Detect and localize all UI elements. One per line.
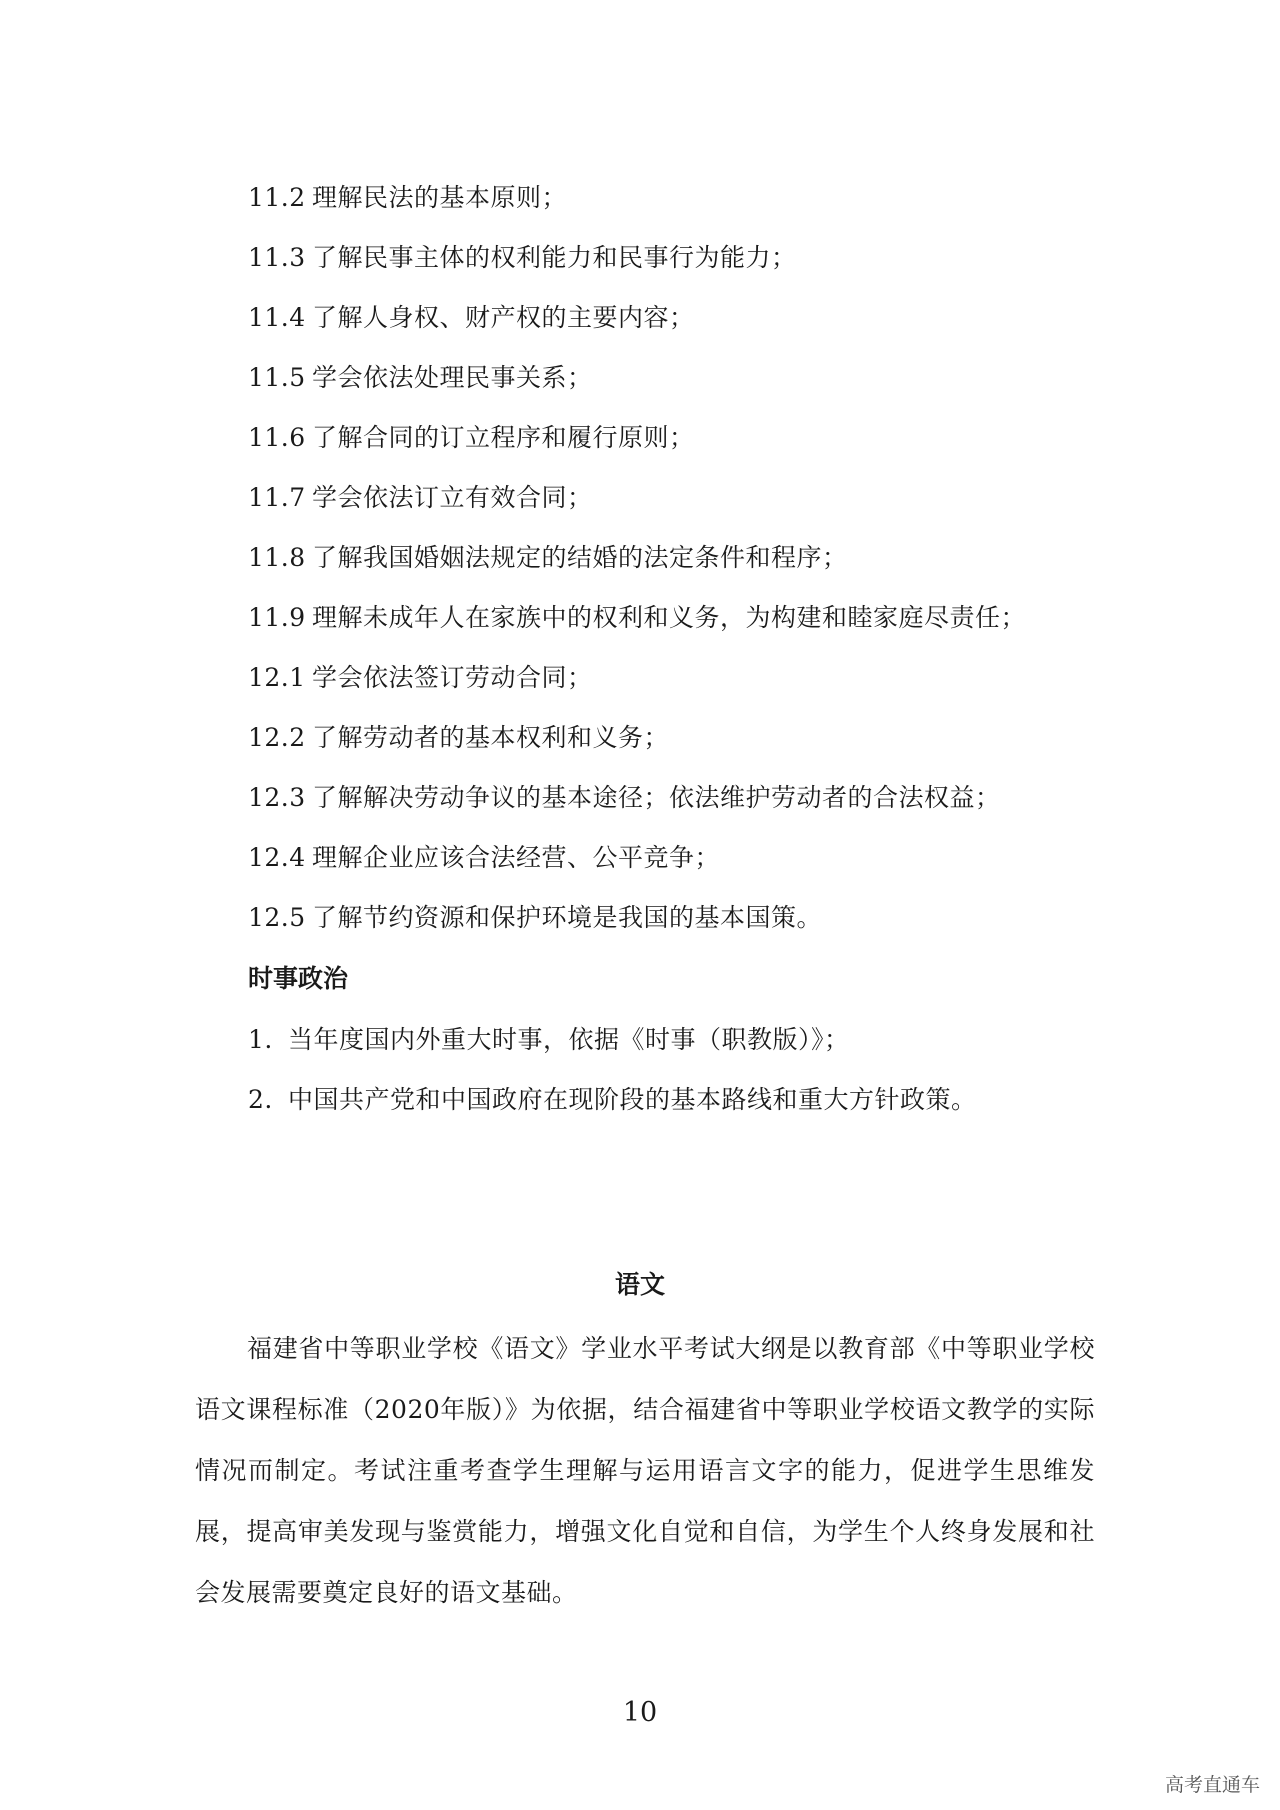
section-title-chinese: 语文	[614, 1270, 665, 1299]
item-text: 中国共产党和中国政府在现阶段的基本路线和重大方针政策。	[288, 1085, 977, 1114]
list-item	[248, 1085, 977, 1115]
item-number: 11.2	[248, 183, 306, 212]
list-item	[248, 843, 720, 873]
item-number: 12.4	[248, 843, 306, 872]
item-number: 11.8	[248, 543, 306, 572]
item-text: 了解解决劳动争议的基本途径；依法维护劳动者的合法权益；	[312, 783, 1001, 812]
list-item	[248, 303, 695, 333]
page-number: 10	[622, 1697, 658, 1728]
intro-paragraph: 福建省中等职业学校《语文》学业水平考试大纲是以教育部《中等职业学校语文课程标准（2020年版）》为依据，结合福建省中等职业学校语文教学的实际情况而制定。考试注重考查学生理解与运用语言文字的能力，促进学生思维发展，提高审美发现与鉴赏能力，增强文化自觉和自信，为学生个人终身发展和社会发展需要奠定良好的语文基础。	[195, 1334, 1095, 1607]
watermark: 高考直通车	[1164, 1774, 1260, 1796]
item-text: 当年度国内外重大时事，依据《时事（职教版）》；	[288, 1025, 850, 1054]
item-number: 11.3	[248, 243, 306, 272]
list-item	[248, 603, 1026, 633]
item-text: 理解民法的基本原则；	[312, 183, 568, 212]
item-number: 11.9	[248, 603, 306, 632]
section-heading-current-affairs: 时事政治	[248, 964, 349, 993]
list-item	[248, 783, 1001, 813]
item-text: 学会依法处理民事关系；	[312, 363, 593, 392]
item-number: 12.3	[248, 783, 306, 812]
list-item	[248, 243, 797, 273]
list-item	[248, 543, 848, 573]
list-item	[248, 423, 695, 453]
item-text: 理解企业应该合法经营、公平竞争；	[312, 843, 721, 872]
item-number: 2.	[248, 1085, 273, 1114]
item-number: 11.6	[248, 423, 306, 452]
list-item	[248, 483, 593, 513]
item-text: 理解未成年人在家族中的权利和义务，为构建和睦家庭尽责任；	[312, 603, 1027, 632]
list-item	[248, 723, 669, 753]
item-text: 了解劳动者的基本权利和义务；	[312, 723, 670, 752]
item-number: 12.5	[248, 903, 306, 932]
item-text: 了解合同的订立程序和履行原则；	[312, 423, 695, 452]
item-text: 学会依法订立有效合同；	[312, 483, 593, 512]
list-item	[248, 363, 593, 393]
item-number: 1.	[248, 1025, 273, 1054]
item-text: 学会依法签订劳动合同；	[312, 663, 593, 692]
item-number: 12.2	[248, 723, 306, 752]
list-item	[248, 663, 593, 693]
item-text: 了解节约资源和保护环境是我国的基本国策。	[312, 903, 823, 932]
item-number: 11.4	[248, 303, 306, 332]
item-text: 了解人身权、财产权的主要内容；	[312, 303, 695, 332]
list-item	[248, 1025, 850, 1055]
list-item	[248, 183, 567, 213]
item-text: 了解民事主体的权利能力和民事行为能力；	[312, 243, 797, 272]
list-item	[248, 903, 822, 933]
item-number: 11.5	[248, 363, 306, 392]
item-text: 了解我国婚姻法规定的结婚的法定条件和程序；	[312, 543, 848, 572]
item-number: 12.1	[248, 663, 306, 692]
item-number: 11.7	[248, 483, 306, 512]
